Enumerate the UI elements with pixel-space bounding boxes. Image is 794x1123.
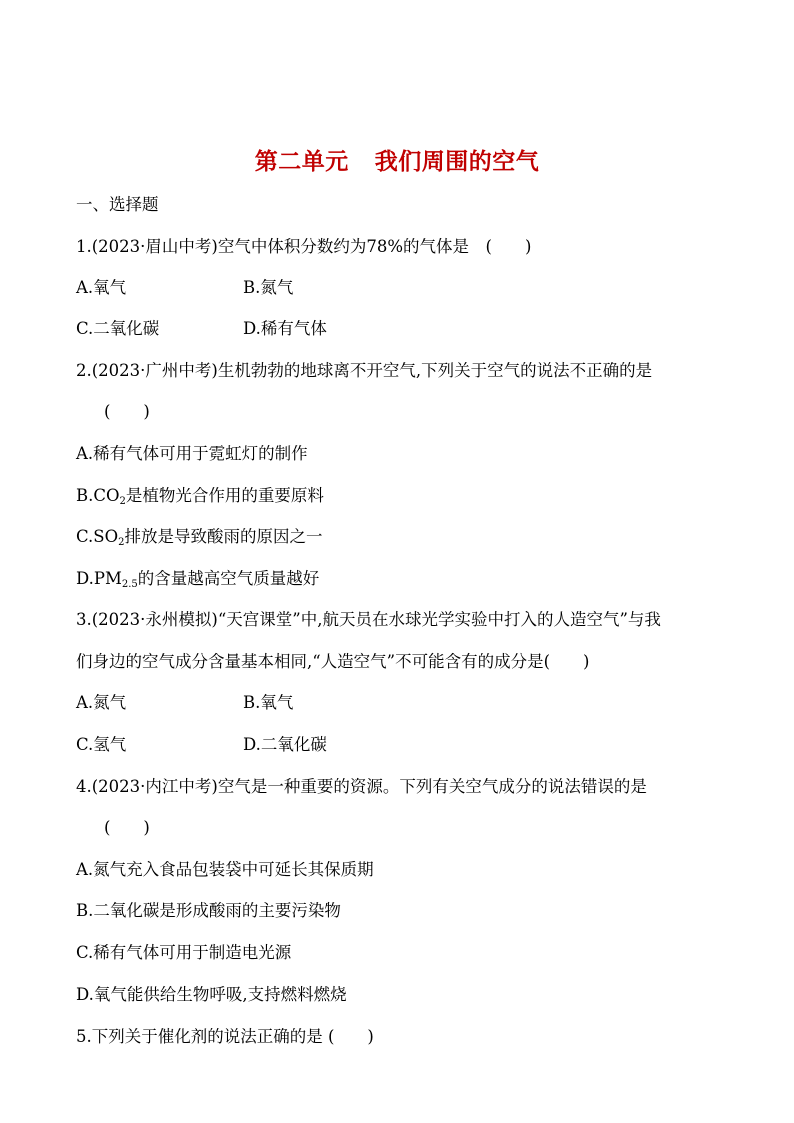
question-2-option-d: $D.PM_{2.5}$的含量越高空气质量越好 — [76, 569, 320, 590]
unit-name: 我们周围的空气 — [374, 149, 540, 175]
question-3-option-c: C.氢气 — [76, 735, 127, 754]
question-2-option-a: A.稀有气体可用于霓虹灯的制作 — [76, 444, 308, 463]
question-3-stem-continued: 们身边的空气成分含量基本相同,“人造空气”不可能含有的成分是( ) — [76, 652, 590, 671]
question-3-option-a: A.氮气 — [76, 693, 127, 712]
question-4-option-a: A.氮气充入食品包装袋中可延长其保质期 — [76, 860, 374, 879]
question-4-stem: 4.(2023·内江中考)空气是一种重要的资源。下列有关空气成分的说法错误的是 — [76, 777, 647, 796]
question-2-option-b: $B.CO_2$是植物光合作用的重要原料 — [76, 486, 324, 507]
question-1-option-d: D.稀有气体 — [243, 319, 327, 338]
section-heading: 一、选择题 — [76, 195, 159, 214]
question-4-option-d: D.氧气能供给生物呼吸,支持燃料燃烧 — [76, 985, 347, 1004]
question-1-option-a: A.氧气 — [76, 278, 127, 297]
page-title — [0, 143, 794, 176]
question-4-option-b: B.二氧化碳是形成酸雨的主要污染物 — [76, 901, 341, 920]
question-3-stem: 3.(2023·永州模拟)“天宫课堂”中,航天员在水球光学实验中打入的人造空气”与我 — [76, 610, 661, 629]
question-1-option-b: B.氮气 — [243, 278, 294, 297]
question-2-answer-blank: ( ) — [104, 402, 150, 421]
question-4-option-c: C.稀有气体可用于制造电光源 — [76, 943, 292, 962]
question-3-option-d: D.二氧化碳 — [243, 735, 327, 754]
question-3-option-b: B.氧气 — [243, 693, 294, 712]
question-2-stem: 2.(2023·广州中考)生机勃勃的地球离不开空气,下列关于空气的说法不正确的是 — [76, 361, 653, 380]
question-5-stem: 5.下列关于催化剂的说法正确的是 ( ) — [76, 1027, 374, 1046]
question-1-option-c: C.二氧化碳 — [76, 319, 160, 338]
unit-label: 第二单元 — [254, 149, 349, 175]
question-2-option-c: $C.SO_2$排放是导致酸雨的原因之一 — [76, 527, 323, 548]
question-1-stem: 1.(2023·眉山中考)空气中体积分数约为78%的气体是 ( ) — [76, 237, 532, 256]
question-4-answer-blank: ( ) — [104, 818, 150, 837]
